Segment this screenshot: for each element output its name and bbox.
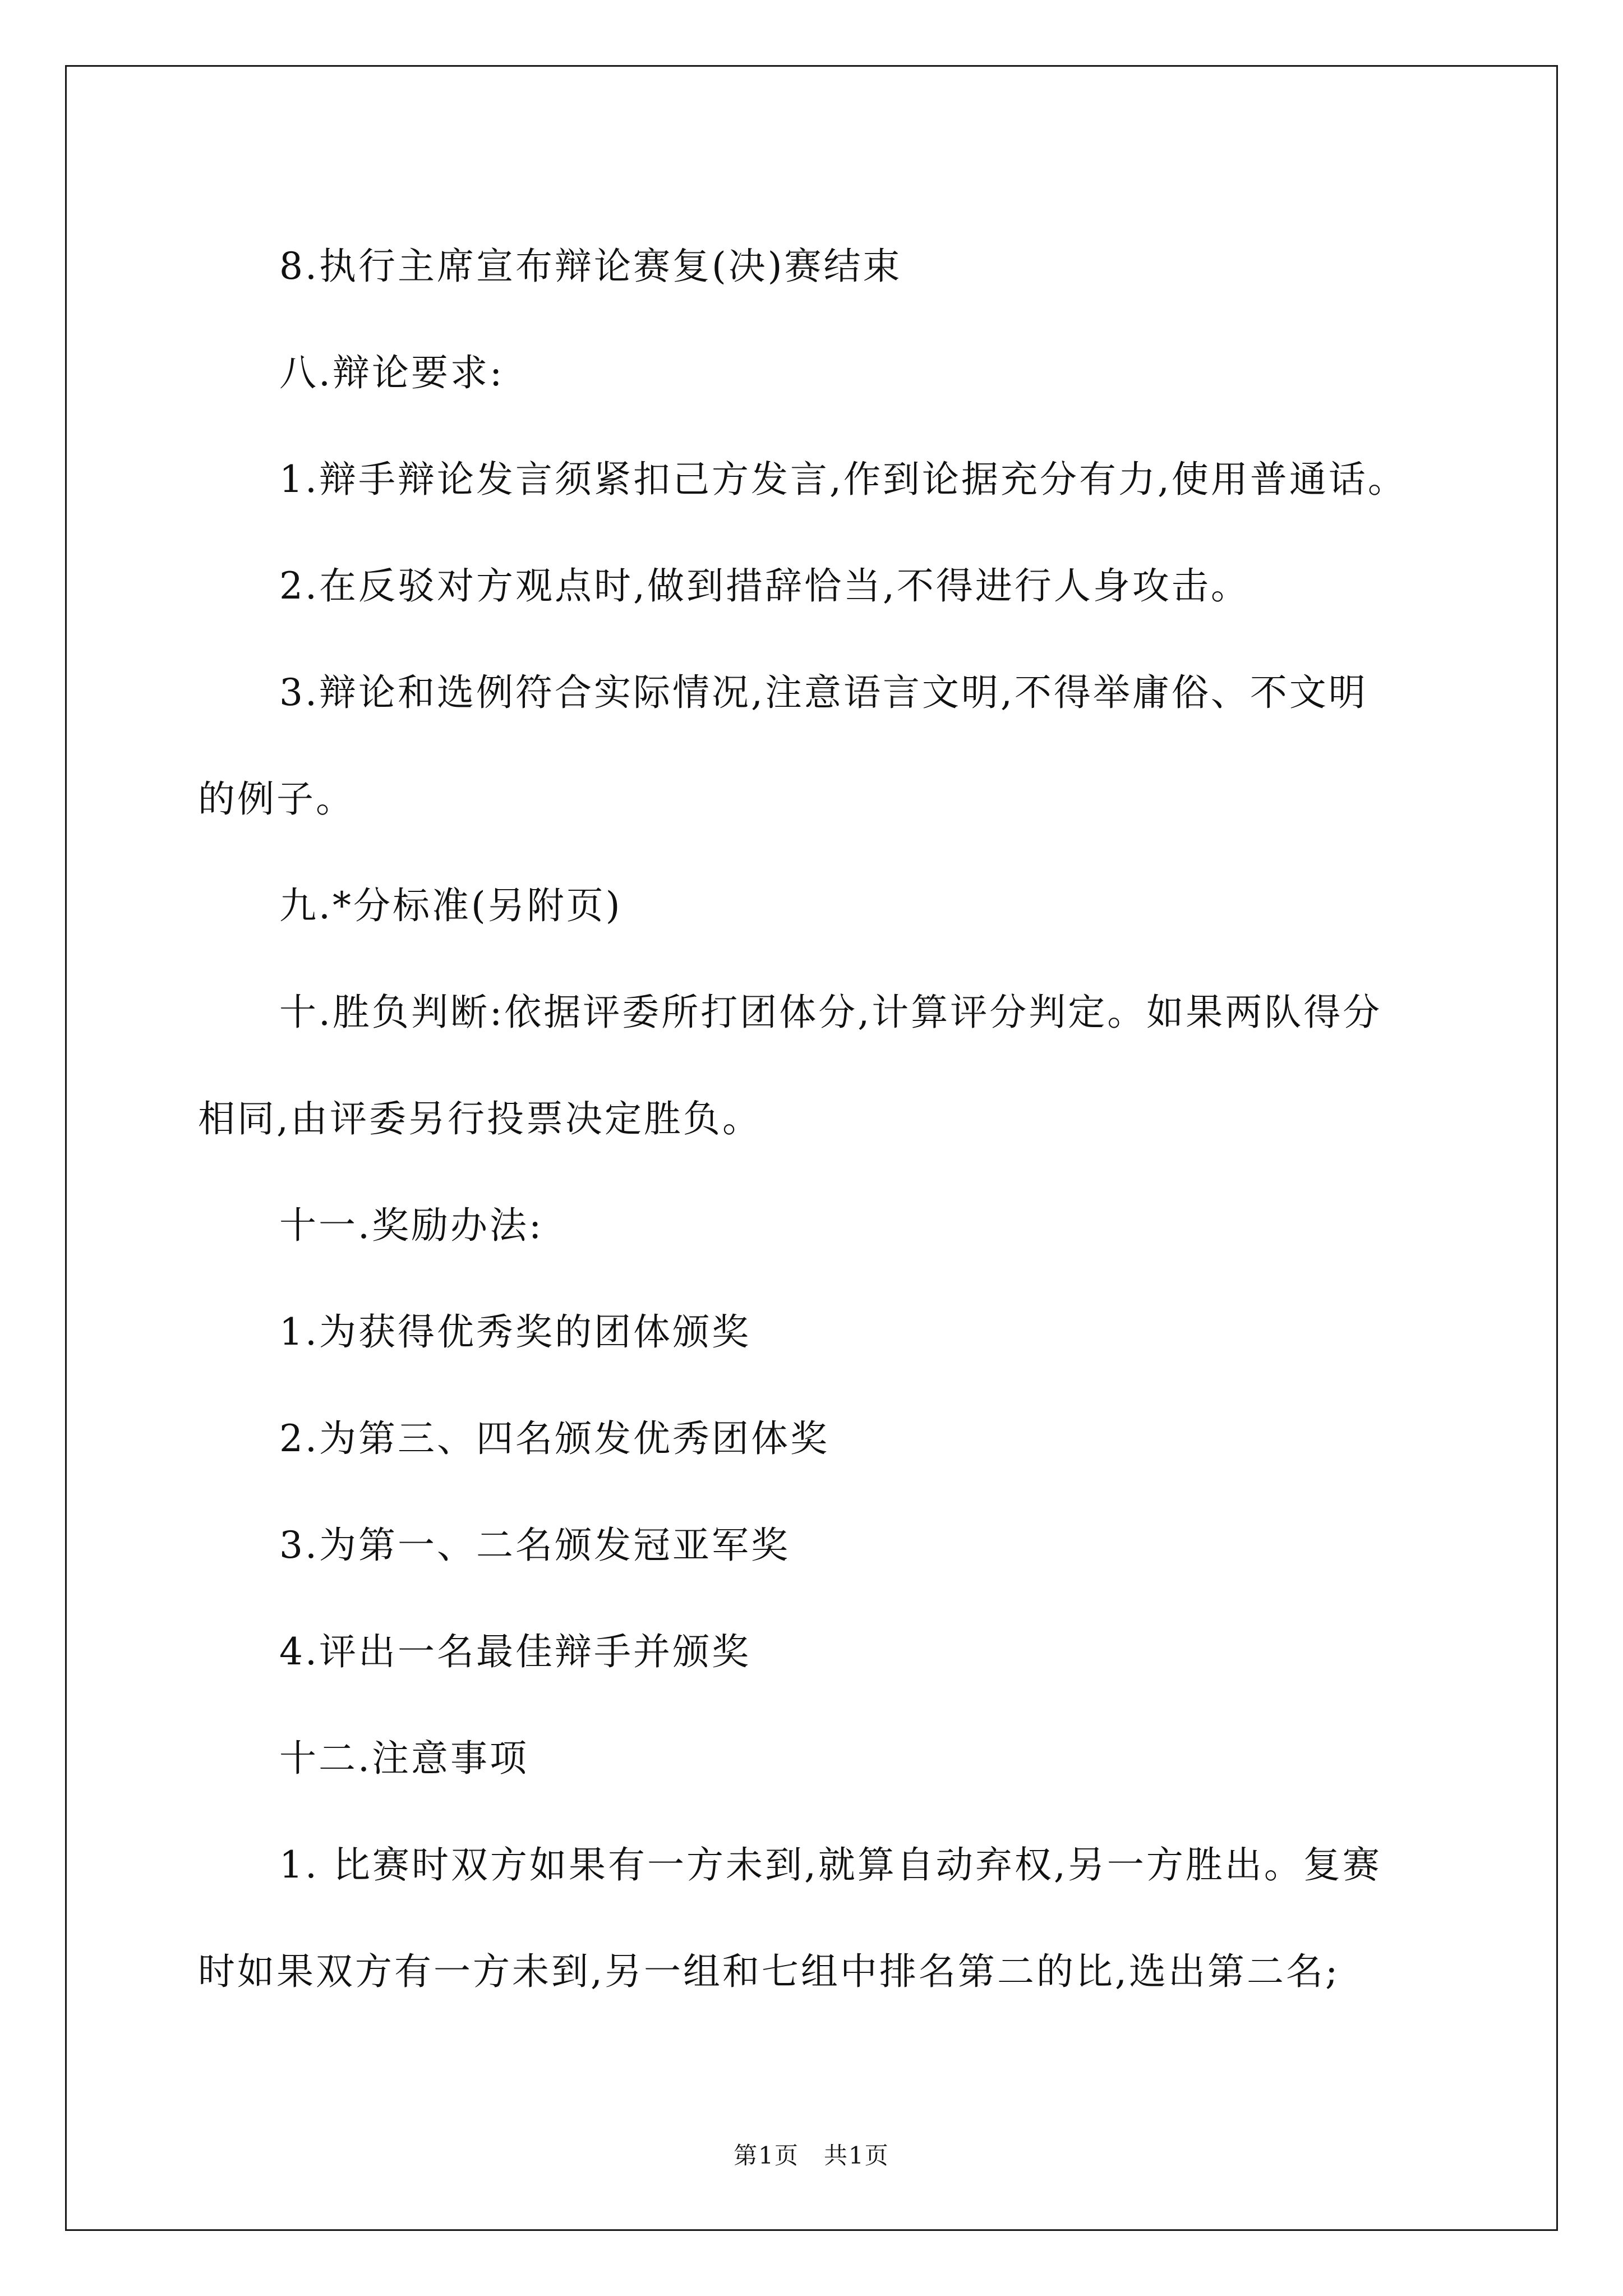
paragraph-line: 3.辩论和选例符合实际情况,注意语言文明,不得举庸俗、不文明 xyxy=(279,671,1368,714)
section-heading-notes xyxy=(198,1705,1437,1812)
paragraph-requirement-2 xyxy=(198,533,1437,639)
paragraph-line: 2.在反驳对方观点时,做到措辞恰当,不得进行人身攻击。 xyxy=(279,564,1250,608)
paragraph-line: 8.执行主席宣布辩论赛复(决)赛结束 xyxy=(279,245,902,288)
paragraph-line: 1.为获得优秀奖的团体颁奖 xyxy=(279,1310,751,1354)
document-body xyxy=(198,213,1437,2025)
paragraph-line: 的例子。 xyxy=(198,777,355,821)
paragraph-line: 时如果双方有一方未到,另一组和七组中排名第二的比,选出第二名; xyxy=(198,1950,1340,1993)
paragraph-line: 1. 比赛时双方如果有一方未到,就算自动弃权,另一方胜出。复赛 xyxy=(279,1843,1382,1887)
paragraph-award-2 xyxy=(198,1386,1437,1492)
page-number-footer: 第1页 共1页 xyxy=(734,2142,889,2169)
paragraph-line: 十二.注意事项 xyxy=(279,1737,529,1780)
paragraph-winner-judgment-continued xyxy=(198,1066,1437,1172)
paragraph-note-1-continued xyxy=(198,1918,1437,2025)
paragraph-requirement-3 xyxy=(198,639,1437,746)
paragraph-requirement-1 xyxy=(198,426,1437,533)
paragraph-note-1 xyxy=(198,1812,1437,1918)
paragraph-line: 八.辩论要求: xyxy=(279,351,505,394)
section-heading-debate-requirements xyxy=(198,320,1437,426)
paragraph-line: 十.胜负判断:依据评委所打团体分,计算评分判定。如果两队得分 xyxy=(279,991,1382,1034)
paragraph-line: 1.辩手辩论发言须紧扣己方发言,作到论据充分有力,使用普通话。 xyxy=(279,458,1407,501)
section-heading-awards xyxy=(198,1172,1437,1279)
paragraph-award-4 xyxy=(198,1599,1437,1705)
paragraph-line: 相同,由评委另行投票决定胜负。 xyxy=(198,1097,762,1140)
paragraph-line: 十一.奖励办法: xyxy=(279,1204,544,1247)
paragraph-requirement-3-continued xyxy=(198,746,1437,853)
paragraph-line: 2.为第三、四名颁发优秀团体奖 xyxy=(279,1417,829,1460)
paragraph-award-3 xyxy=(198,1492,1437,1599)
paragraph-line: 4.评出一名最佳辩手并颁奖 xyxy=(279,1630,751,1673)
section-heading-winner-judgment xyxy=(198,959,1437,1066)
section-heading-scoring-standard xyxy=(198,853,1437,959)
paragraph-award-1 xyxy=(198,1279,1437,1386)
paragraph-line: 九.*分标准(另附页) xyxy=(279,884,623,927)
paragraph-line: 3.为第一、二名颁发冠亚军奖 xyxy=(279,1524,790,1567)
paragraph-closing-step xyxy=(198,213,1437,320)
